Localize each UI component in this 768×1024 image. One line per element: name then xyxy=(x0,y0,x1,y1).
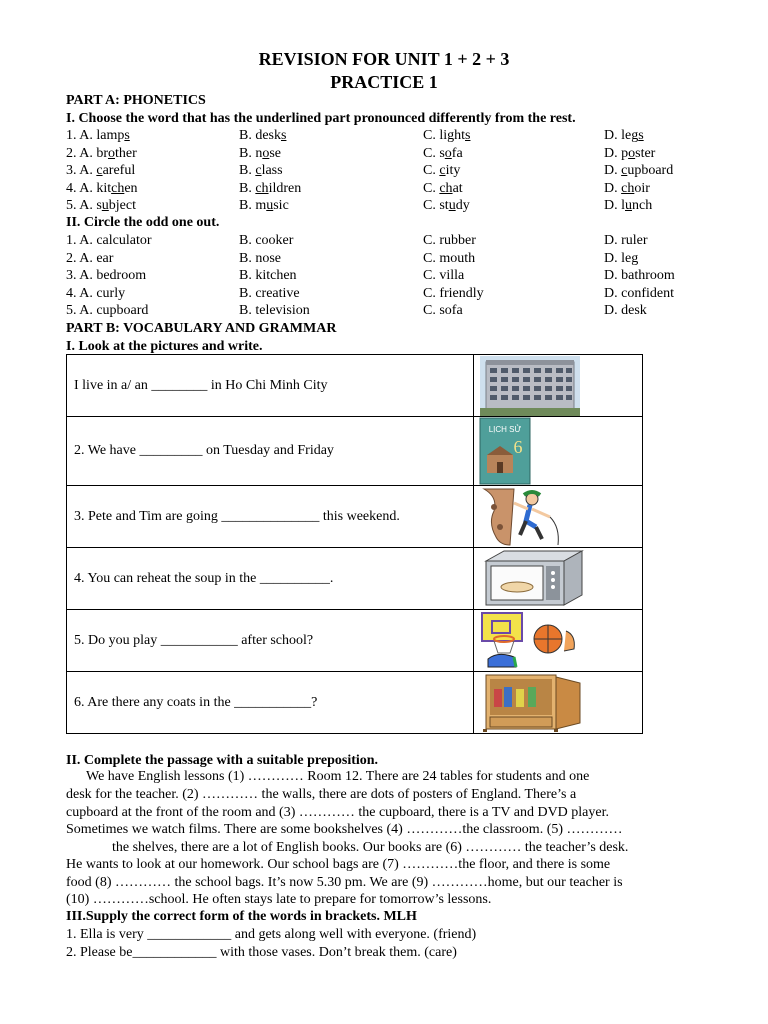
underlined-sound: o xyxy=(262,145,270,161)
odd-one-out-row xyxy=(66,232,746,249)
phonetics-option: B. children xyxy=(239,180,302,196)
phonetics-option: 3. A. careful xyxy=(66,163,136,178)
picture-question-1: I live in a/ an ________ in Ho Chi Minh City xyxy=(67,355,474,417)
odd-one-out-option: C. villa xyxy=(423,268,465,283)
phonetics-option: 4. A. kitchen xyxy=(66,180,138,196)
picture-question-6: 6. Are there any coats in the ___________? xyxy=(67,672,474,734)
phonetics-option: D. cupboard xyxy=(604,163,674,178)
phonetics-option: D. lunch xyxy=(604,198,653,213)
odd-one-out-option: 2. A. ear xyxy=(66,250,114,266)
odd-one-out-option: B. creative xyxy=(239,285,300,301)
phonetics-option: C. lights xyxy=(423,128,471,143)
passage-line: We have English lessons (1) ………… Room 12. There are 24 tables for students and one xyxy=(86,769,590,784)
phonetics-option: B. class xyxy=(239,163,283,178)
odd-one-out-row xyxy=(66,302,746,319)
picture-question-3: 3. Pete and Tim are going ______________ this weekend. xyxy=(67,486,474,548)
picture-table xyxy=(66,354,643,734)
look-write-heading: I. Look at the pictures and write. xyxy=(66,339,263,354)
underlined-sound: c xyxy=(255,163,262,178)
page-title: REVISION FOR UNIT 1 + 2 + 3 xyxy=(258,49,510,69)
odd-one-out-option: D. confident xyxy=(604,285,674,301)
phonetics-option: D. choir xyxy=(604,180,650,196)
basketball-picture xyxy=(474,610,643,672)
word-form-item-1: 1. Ella is very ____________ and gets along well with everyone. (friend) xyxy=(66,927,477,942)
odd-one-out-row xyxy=(66,285,746,302)
odd-one-out-option: B. cooker xyxy=(239,233,294,248)
underlined-sound: ch xyxy=(621,180,635,196)
passage-line: (10) …………school. He often stays late to prepare for tomorrow’s lessons. xyxy=(66,892,492,907)
phonetics-option: C. chat xyxy=(423,180,463,196)
odd-one-out-option: D. leg xyxy=(604,250,639,266)
underlined-sound: u xyxy=(101,198,109,213)
ex1-heading: I. Choose the word that has the underlined part pronounced differently from the rest. xyxy=(66,111,576,126)
page-subtitle: PRACTICE 1 xyxy=(330,72,438,92)
odd-one-out-option: D. desk xyxy=(604,303,647,318)
picture-question-2: 2. We have _________ on Tuesday and Friday xyxy=(67,417,474,486)
preposition-heading: II. Complete the passage with a suitable preposition. xyxy=(66,753,379,768)
underlined-sound: u xyxy=(266,198,274,213)
phonetics-option: C. city xyxy=(423,163,461,178)
underlined-sound: o xyxy=(444,145,452,161)
odd-one-out-option: B. television xyxy=(239,303,310,318)
passage-line: cupboard at the front of the room and (3) ………… the cupboard, there is a TV and DVD player. xyxy=(66,805,609,820)
passage-line: Sometimes we watch films. There are some bookshelves (4) …………the classroom. (5) ………… xyxy=(66,822,623,837)
history-book-picture xyxy=(474,417,643,486)
odd-one-out-option: 3. A. bedroom xyxy=(66,268,147,283)
apartment-building-picture xyxy=(474,355,643,417)
underlined-sound: o xyxy=(628,145,636,161)
phonetics-option: C. sofa xyxy=(423,145,463,161)
underlined-sound: c xyxy=(96,163,103,178)
underlined-sound: u xyxy=(625,198,632,213)
passage-line: the shelves, there are a lot of English books. Our books are (6) ………… the teacher’s desk. xyxy=(112,840,629,855)
phonetics-option: B. nose xyxy=(239,145,282,161)
book-grade-text: 6 xyxy=(513,437,523,457)
odd-one-out-option: D. bathroom xyxy=(604,268,675,283)
underlined-sound: s xyxy=(124,128,130,143)
phonetics-option: 5. A. subject xyxy=(66,198,137,213)
part-a-heading: PART A: PHONETICS xyxy=(66,93,206,108)
odd-one-out-option: D. ruler xyxy=(604,233,648,248)
underlined-sound: s xyxy=(638,128,644,143)
phonetics-option: B. desks xyxy=(239,128,287,143)
wardrobe-picture xyxy=(474,672,643,734)
phonetics-row xyxy=(66,162,746,179)
odd-one-out-option: 4. A. curly xyxy=(66,285,126,301)
underlined-sound: ch xyxy=(255,180,269,196)
book-title-text: LỊCH SỬ xyxy=(488,425,522,434)
phonetics-option: C. study xyxy=(423,198,470,213)
odd-one-out-option: C. friendly xyxy=(423,285,484,301)
passage-line: desk for the teacher. (2) ………… the walls, there are dots of posters of England. There’s a xyxy=(66,787,577,802)
phonetics-row xyxy=(66,145,746,162)
odd-one-out-option: B. kitchen xyxy=(239,268,297,283)
underlined-sound: c xyxy=(439,163,446,178)
microwave-picture xyxy=(474,548,643,610)
phonetics-option: 1. A. lamps xyxy=(66,128,130,143)
ex2-heading: II. Circle the odd one out. xyxy=(66,215,220,230)
phonetics-row xyxy=(66,127,746,144)
odd-one-out-option: C. rubber xyxy=(423,233,476,248)
part-b-heading: PART B: VOCABULARY AND GRAMMAR xyxy=(66,321,337,336)
underlined-sound: c xyxy=(621,163,628,178)
word-form-heading: III.Supply the correct form of the words in brackets. MLH xyxy=(66,909,417,924)
phonetics-row xyxy=(66,197,746,214)
odd-one-out-option: B. nose xyxy=(239,250,281,266)
odd-one-out-option: 1. A. calculator xyxy=(66,233,152,248)
phonetics-option: D. poster xyxy=(604,145,656,161)
underlined-sound: o xyxy=(108,145,115,161)
picture-question-5: 5. Do you play ___________ after school? xyxy=(67,610,474,672)
rock-climbing-picture xyxy=(474,486,643,548)
underlined-sound: ch xyxy=(439,180,453,196)
phonetics-option: B. music xyxy=(239,198,289,213)
odd-one-out-row xyxy=(66,250,746,267)
odd-one-out-row xyxy=(66,267,746,284)
underlined-sound: s xyxy=(465,128,471,143)
passage-line: food (8) ………… the school bags. It’s now 5.30 pm. We are (9) …………home, but our teacher is xyxy=(66,875,623,890)
passage-line: He wants to look at our homework. Our school bags are (7) …………the floor, and there is some xyxy=(66,857,611,872)
odd-one-out-option: C. sofa xyxy=(423,303,463,318)
picture-question-4: 4. You can reheat the soup in the __________. xyxy=(67,548,474,610)
phonetics-option: 2. A. brother xyxy=(66,145,137,161)
underlined-sound: ch xyxy=(111,180,125,196)
underlined-sound: s xyxy=(281,128,287,143)
phonetics-option: D. legs xyxy=(604,128,644,143)
underlined-sound: u xyxy=(448,198,456,213)
word-form-item-2: 2. Please be____________ with those vases. Don’t break them. (care) xyxy=(66,945,457,960)
odd-one-out-option: 5. A. cupboard xyxy=(66,303,149,318)
odd-one-out-option: C. mouth xyxy=(423,250,476,266)
phonetics-row xyxy=(66,180,746,197)
